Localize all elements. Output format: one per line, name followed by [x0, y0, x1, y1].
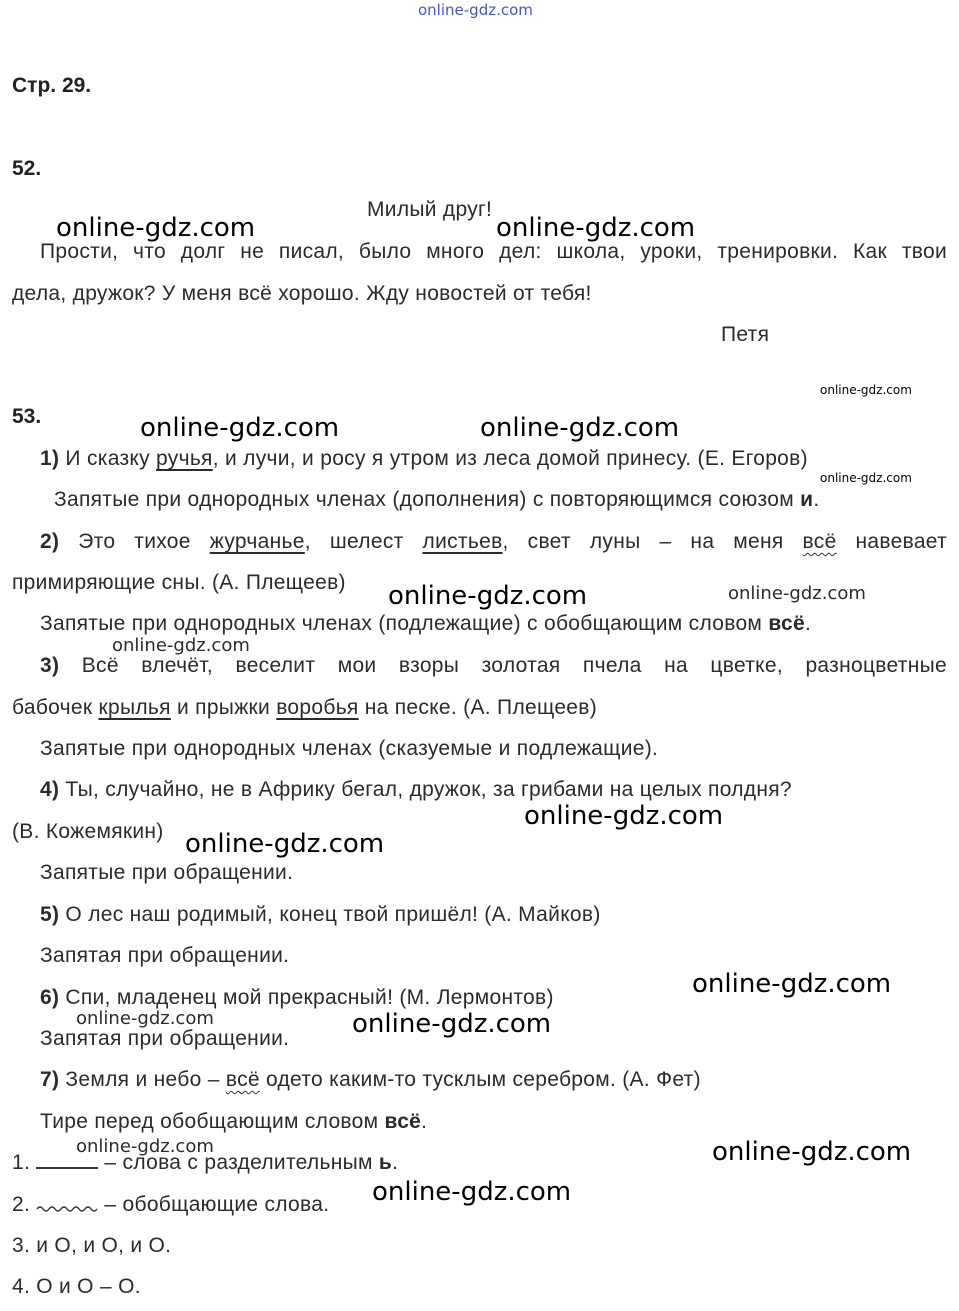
sentence-4-number: 4)	[40, 778, 60, 801]
sentence-5	[40, 903, 601, 927]
sentence-3-line-1: Всё влечёт, веселит мои взоры золотая пчела на цветке, разноцветные	[81, 654, 947, 677]
sentence-1-part: И сказку	[65, 447, 157, 470]
sentence-3-line-2	[12, 696, 597, 720]
watermark: online-gdz.com	[728, 583, 866, 604]
watermark: online-gdz.com	[352, 1009, 552, 1039]
sentence-4-line-2: (В. Кожемякин)	[12, 820, 164, 843]
sentence-2-part: навевает	[836, 530, 947, 553]
sentence-6	[40, 986, 554, 1010]
note-text: .	[421, 1110, 428, 1133]
letter-line-1: Прости, что долг не писал, было много дел: школа, уроки, тренировки. Как твои	[40, 240, 947, 263]
underlined-word: ручья	[156, 447, 213, 470]
letter-greeting: Милый друг!	[367, 198, 493, 221]
watermark: online-gdz.com	[185, 829, 385, 859]
note-text: Запятые при однородных членах (дополнения) с повторяющимся союзом	[54, 488, 801, 511]
exercise-52-number: 52.	[12, 157, 42, 180]
note-text: Запятые при однородных членах (подлежащие) с обобщающим словом	[40, 612, 769, 635]
sentence-4-line-1: Ты, случайно, не в Африку бегал, дружок, за грибами на целых полдня?	[65, 778, 792, 801]
wavy-underlined-word: всё	[802, 530, 837, 553]
sentence-1-part: , и лучи, и росу я утром из леса домой принесу. (Е. Егоров)	[212, 447, 808, 470]
wavy-underline-mark	[36, 1205, 98, 1213]
sentence-4-note: Запятые при обращении.	[40, 861, 294, 884]
sentence-3-note: Запятые при однородных членах (сказуемые и подлежащие).	[40, 737, 659, 760]
sentence-7-number: 7)	[40, 1068, 60, 1091]
note-bold: всё	[768, 612, 805, 635]
watermark: online-gdz.com	[76, 1008, 214, 1029]
sentence-2	[40, 530, 947, 554]
sentence-1-note	[54, 488, 819, 512]
sentence-1-number: 1)	[40, 447, 60, 470]
legend-text: – обобщающие слова.	[98, 1193, 330, 1216]
letter-signature: Петя	[721, 323, 770, 346]
underlined-word: листьев	[422, 530, 503, 553]
sentence-5-note: Запятая при обращении.	[40, 944, 290, 967]
note-text: .	[804, 612, 812, 635]
watermark: online-gdz.com	[56, 213, 256, 243]
watermark: online-gdz.com	[712, 1137, 912, 1167]
underlined-word: журчанье	[209, 530, 305, 553]
watermark: online-gdz.com	[480, 413, 680, 443]
sentence-7-note	[40, 1110, 427, 1134]
legend-item-3: 3. и О, и О, и О.	[12, 1234, 172, 1257]
legend-item-2	[12, 1193, 329, 1217]
watermark: online-gdz.com	[76, 1136, 214, 1157]
sentence-3-number: 3)	[40, 654, 60, 677]
note-bold: и	[800, 488, 814, 511]
sentence-2-part: , свет луны – на меня	[502, 530, 803, 553]
sentence-2-line-2: примиряющие сны. (А. Плещеев)	[12, 571, 346, 594]
letter-line-2: дела, дружок? У меня всё хорошо. Жду новостей от тебя!	[12, 282, 592, 305]
watermark: online-gdz.com	[692, 969, 892, 999]
sentence-6-text: Спи, младенец мой прекрасный! (М. Лермонтов)	[65, 986, 554, 1009]
sentence-3-part: бабочек	[12, 696, 99, 719]
sentence-3	[40, 654, 947, 678]
legend-text: – слова с разделительным	[98, 1151, 379, 1174]
legend-text: .	[392, 1151, 399, 1174]
sentence-6-note: Запятая при обращении.	[40, 1027, 290, 1050]
sentence-4	[40, 778, 792, 802]
legend-bold: ь	[378, 1151, 393, 1174]
page-label: Стр. 29.	[12, 74, 92, 97]
wavy-underlined-word: всё	[225, 1068, 260, 1091]
legend-item-4: 4. О и О – О.	[12, 1275, 141, 1298]
sentence-7-part: Земля и небо –	[65, 1068, 226, 1091]
top-watermark: online-gdz.com	[418, 1, 533, 19]
watermark: online-gdz.com	[820, 471, 912, 485]
underlined-word: воробья	[276, 696, 359, 719]
watermark: online-gdz.com	[112, 635, 250, 656]
legend-number: 1.	[12, 1151, 31, 1174]
watermark: online-gdz.com	[372, 1177, 572, 1207]
sentence-2-note	[40, 612, 811, 636]
sentence-1	[40, 447, 808, 471]
sentence-7-part: одето каким-то тусклым серебром. (А. Фет)	[259, 1068, 701, 1091]
note-text: Тире перед обобщающим словом	[40, 1110, 385, 1133]
sentence-3-part: на песке. (А. Плещеев)	[358, 696, 598, 719]
sentence-5-number: 5)	[40, 903, 60, 926]
straight-underline-mark	[36, 1165, 98, 1169]
exercise-53-number: 53.	[12, 405, 42, 428]
note-bold: всё	[384, 1110, 422, 1133]
sentence-5-text: О лес наш родимый, конец твой пришёл! (А. Майков)	[65, 903, 601, 926]
sentence-2-part: Это тихое	[78, 530, 210, 553]
watermark: online-gdz.com	[388, 581, 588, 611]
sentence-6-number: 6)	[40, 986, 60, 1009]
watermark: online-gdz.com	[496, 213, 696, 243]
sentence-2-number: 2)	[40, 530, 60, 553]
watermark: online-gdz.com	[524, 801, 724, 831]
sentence-3-part: и прыжки	[170, 696, 277, 719]
note-text: .	[813, 488, 820, 511]
sentence-7	[40, 1068, 701, 1092]
underlined-word: крылья	[98, 696, 171, 719]
legend-number: 2.	[12, 1193, 31, 1216]
watermark: online-gdz.com	[820, 383, 912, 397]
sentence-2-part: , шелест	[304, 530, 423, 553]
watermark: online-gdz.com	[140, 413, 340, 443]
